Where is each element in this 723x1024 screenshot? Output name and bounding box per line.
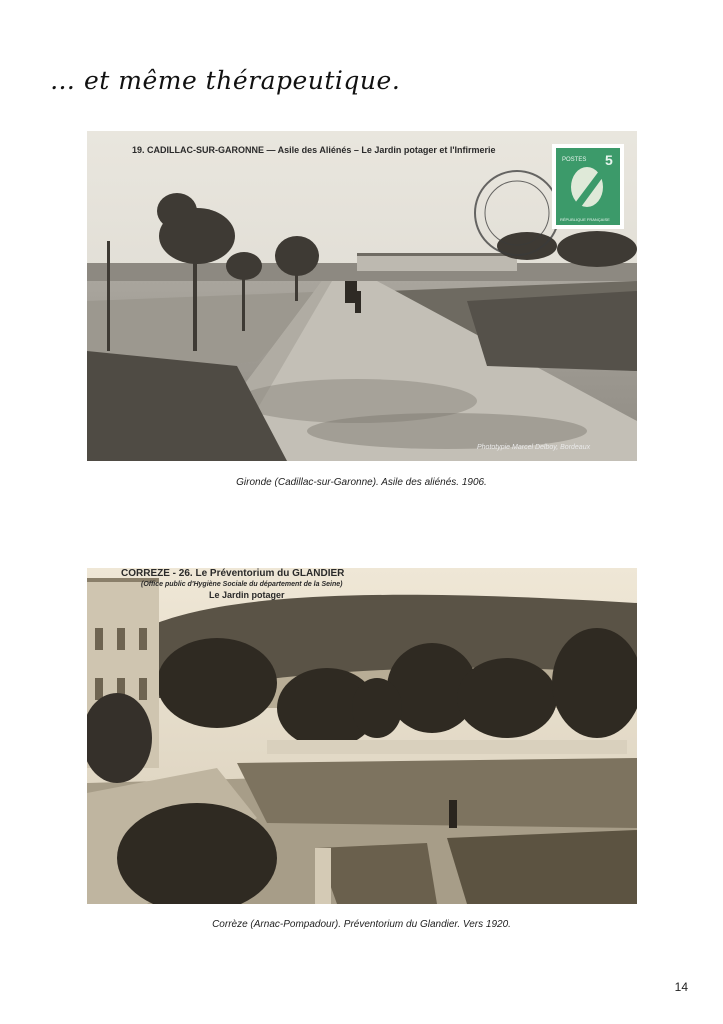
postcard-title-glandier: Le Jardin potager — [209, 590, 285, 600]
stamp-value: 5 — [605, 152, 613, 168]
page-number: 14 — [674, 980, 688, 994]
caption-glandier: Corrèze (Arnac-Pompadour). Préventorium du Glandier. Vers 1920. — [212, 919, 511, 930]
postcard-image-glandier — [87, 568, 637, 904]
stamp-republic-text: RÉPUBLIQUE FRANÇAISE — [560, 217, 610, 222]
postcard-subheader-glandier: (Office public d'Hygiène Sociale du département de la Seine) — [141, 581, 343, 588]
postcard-photo-cadillac — [87, 131, 637, 461]
postcard-header-cadillac: 19. CADILLAC-SUR-GARONNE — Asile des Aliénés – Le Jardin potager et l'Infirmerie — [132, 145, 496, 155]
postage-stamp — [552, 144, 624, 229]
caption-cadillac: Gironde (Cadillac-sur-Garonne). Asile des aliénés. 1906. — [236, 477, 487, 488]
stamp-postes-text: POSTES — [562, 157, 587, 163]
postcard-header-glandier: CORREZE - 26. Le Préventorium du GLANDIER — [121, 568, 345, 579]
postcard-image-cadillac — [87, 131, 637, 461]
postcard-publisher: Phototypie Marcel Delboy, Bordeaux — [477, 444, 591, 451]
page-title: … et même thérapeutique. — [50, 66, 401, 95]
postcard-photo-glandier — [87, 568, 637, 904]
